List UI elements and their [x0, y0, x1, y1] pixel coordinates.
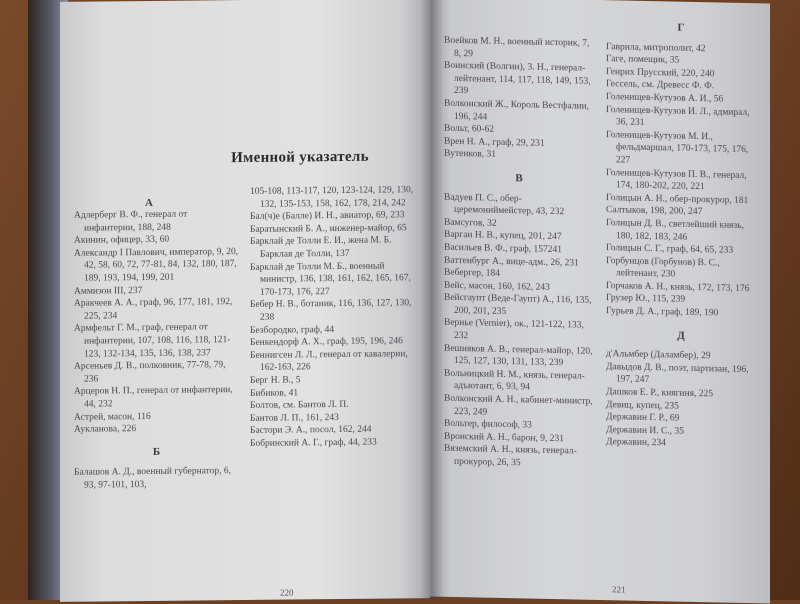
index-entry: Вешняков А. В., генерал-майор, 120, 125, 127, 130, 131, 133, 239	[444, 343, 593, 369]
index-entry: Девиц, купец, 235	[606, 399, 679, 412]
index-entry: Давыдов Д. В., поэт, партизан, 196, 197, 247	[606, 361, 749, 386]
index-entry: Голенищев-Кутузов П. В., генерал, 174, 180-202, 220, 221	[606, 167, 747, 193]
right-column-1	[444, 35, 594, 472]
index-entry: Арсеньев Д. В., полковник, 77-78, 79, 236	[74, 360, 226, 385]
index-entry: д'Альмбер (Даламбер), 29	[606, 349, 711, 362]
index-entry: Вольтер, философ, 33	[444, 418, 532, 431]
entries-g	[606, 41, 756, 321]
index-entry: Армфельт Г. М., граф, генерал от инфантерии, 107, 108, 116, 118, 121-123, 132-134, 135, 136, 138, 237	[74, 322, 231, 360]
index-entry: Безбородко, граф, 44	[250, 324, 335, 336]
index-entry: Вутенков, 31	[444, 149, 497, 161]
index-entry: Вронский А. Н., барон, 9, 231	[444, 431, 565, 445]
index-entry: Бенкендорф А. Х., граф, 195, 196, 246	[250, 336, 403, 349]
index-entry: Вейс, масон, 160, 162, 243	[444, 280, 550, 293]
index-entry: Горбунцов (Горбунов) В. С., лейтенант, 230	[606, 255, 720, 280]
entries-v	[444, 191, 594, 471]
section-letter-a: А	[145, 196, 153, 210]
index-entry: Волконский А. Н., кабинет-министр, 223, 249	[444, 393, 593, 418]
right-page-number: 221	[612, 584, 626, 595]
index-entry: Вольт, 60-62	[444, 123, 495, 135]
index-entry: Голицын Д. В., светлейший князь, 180, 182, 183, 246	[606, 218, 744, 243]
index-entry: Бебер Н. В., ботаник, 116, 136, 127, 130, 238	[250, 298, 412, 323]
index-entry: Волконский Ж., Король Вестфалии, 196, 244	[444, 98, 590, 123]
index-entry: Воинский (Волгин), 3. Н., генерал-лейтенант, 114, 117, 118, 149, 153, 239	[444, 60, 591, 97]
right-page	[430, 0, 770, 604]
entries-a	[74, 208, 239, 436]
left-column-1	[74, 208, 239, 492]
index-entry: Гессель, см. Древесс Ф. Ф.	[606, 79, 715, 92]
book-gutter	[420, 0, 444, 600]
index-entry: Державин, 234	[606, 437, 666, 449]
index-entry: Вернье (Vernier), ок., 121-122, 133, 232	[444, 318, 584, 342]
index-entry: Генрих Прусский, 220, 240	[606, 66, 715, 80]
index-entry: Салтыков, 198, 200, 247	[606, 205, 703, 218]
index-entry: Баратынский Б. А., инженер-майор, 65	[250, 223, 407, 235]
section-letter-v: В	[515, 172, 523, 185]
index-heading: Именной указатель	[231, 148, 369, 167]
index-entry: Державин И. С., 35	[606, 424, 684, 437]
index-entry: Аммизон III, 237	[74, 285, 143, 297]
index-entry: Васильев В. Ф., граф, 157241	[444, 242, 562, 256]
index-entry: Вейсгаупт (Веде-Гаупт) А., 116, 135, 200, 201, 235	[444, 293, 592, 317]
index-entry: Ваттенбург А., вице-адм., 26, 231	[444, 255, 579, 269]
index-entry: Голенищев-Кутузов И. Л., адмирал, 36, 231	[606, 104, 750, 129]
section-letter-b: Б	[152, 445, 161, 458]
index-entry: Балашов А. Д., военный губернатор, 6, 93, 97-101, 103,	[74, 466, 232, 491]
entries-b-continued	[250, 184, 420, 450]
index-entry: Голенищев-Кутузов М. И., фельдмаршал, 170-173, 175, 176, 227	[606, 129, 749, 166]
index-entry: Державин Г. Р., 69	[606, 412, 680, 424]
index-entry: Бибиков, 41	[250, 387, 299, 399]
index-entry: Акинин, офицер, 33, 60	[74, 234, 170, 246]
index-entry: Дашков Е. Р., княгиня, 225	[606, 387, 714, 400]
index-entry: Аракчеев А. А., граф, 96, 177, 181, 192, 225, 234	[74, 297, 233, 322]
section-letter-g: Г	[677, 21, 685, 34]
index-entry: Бобринский А. Г., граф, 44, 233	[250, 437, 377, 449]
index-entry: Вамсугов, 32	[444, 217, 497, 229]
index-entry: 105-108, 113-117, 120, 123-124, 129, 130, 132, 135-153, 158, 162, 178, 214, 242	[250, 185, 414, 210]
index-entry: Грузер Ю., 115, 239	[606, 293, 686, 306]
index-entry: Вяземский А. Н., князь, генерал-прокурор, 26, 35	[444, 444, 577, 469]
right-column-2	[606, 20, 756, 452]
index-entry: Вадуев П. С., обер-церемониймейстер, 43, 232	[444, 192, 565, 218]
index-entry: Берг Н. В., 5	[250, 375, 301, 386]
index-entry: Воейков М. Н., военный историк, 7, 8, 29	[444, 35, 590, 59]
left-column-2	[250, 184, 420, 450]
index-entry: Вебергер, 184	[444, 267, 500, 279]
index-entry: Голицын С. Г., граф, 64, 65, 233	[606, 243, 734, 256]
index-entry: Бастори Э. А., посол, 162, 244	[250, 424, 372, 437]
section-letter-d: Д	[677, 329, 685, 342]
index-entry: Барклай де Толли Е. И., жена М. Б. Барклая де Толли, 137	[250, 235, 392, 260]
entries-d	[606, 348, 756, 452]
index-entry: Бал(ч)е (Балле) И. Н., авиатор, 69, 233	[250, 210, 405, 223]
index-entry: Гаврила, митрополит, 42	[606, 41, 706, 54]
index-entry: Бантов Л. П., 161, 243	[250, 412, 339, 424]
index-entry: Арцеров Н. П., генерал от инфантерии, 44, 232	[74, 385, 233, 410]
index-entry: Гурьев Д. А., граф, 189, 190	[606, 306, 719, 319]
index-entry: Аукланова, 226	[74, 424, 137, 435]
index-entry: Гаге, помещик, 35	[606, 54, 680, 66]
index-entry: Врен Н. А., граф, 29, 231	[444, 136, 545, 149]
index-entry: Барклай де Толли М. Б., военный министр, 136, 138, 161, 162, 165, 167, 170-173, 176, 227	[250, 261, 411, 298]
index-entry: Вольницкий Н. М., князь, генерал-адъютант, 6, 93, 94	[444, 368, 585, 393]
left-page-number: 220	[280, 587, 294, 598]
index-entry: Варган Н. В., купец, 201, 247	[444, 230, 562, 243]
entries-b	[74, 465, 239, 492]
index-entry: Александр I Павлович, император, 9, 20, 42, 58, 60, 72, 77-81, 84, 132, 180, 187, 189, 193, 194, 199, 201	[74, 246, 239, 284]
index-entry: Беннигсен Л. Л., генерал от кавалерии, 162-163, 226	[250, 349, 408, 374]
left-page	[60, 0, 430, 602]
index-entry: Голицын А. Н., обер-прокурор, 181	[606, 192, 749, 206]
index-entry: Голенищев-Кутузов А. И., 56	[606, 92, 724, 105]
index-entry: Астрей, масон, 116	[74, 411, 151, 423]
index-entry: Горчаков А. Н., князь, 172, 173, 176	[606, 281, 750, 295]
entries-v-top	[444, 35, 594, 164]
index-entry: Болтов, см. Бантов Л. П.	[250, 400, 349, 412]
index-entry: Адлерберг В. Ф., генерал от инфантерии, 188, 248	[74, 209, 188, 234]
